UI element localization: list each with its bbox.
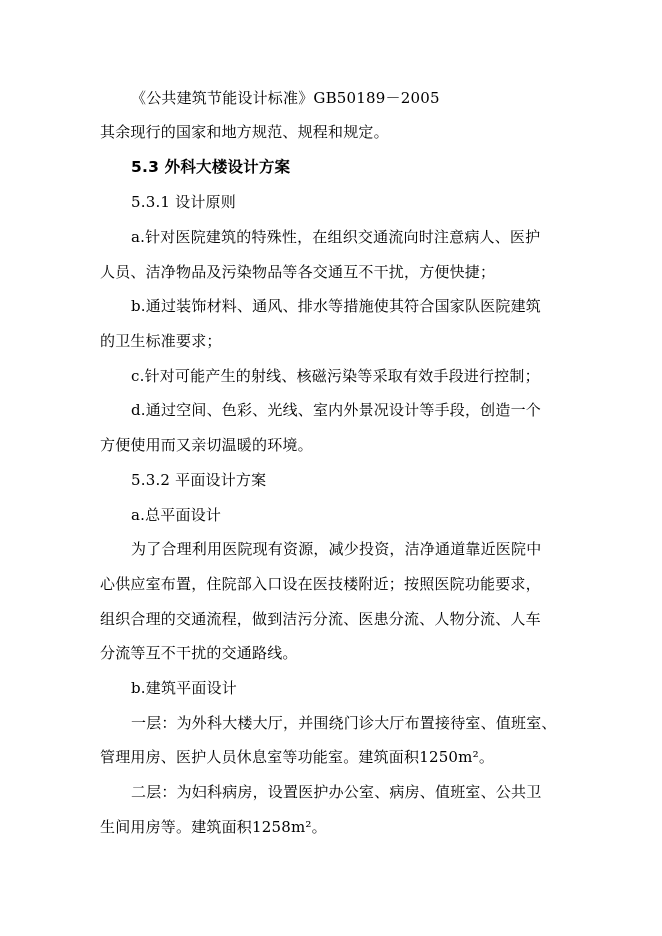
subsection-heading: 5.3.1 设计原则 [131, 193, 236, 211]
item-heading: b.建筑平面设计 [131, 679, 237, 697]
paragraph-line: b.通过装饰材料、通风、排水等措施使其符合国家队医院建筑 [131, 297, 541, 315]
paragraph-line: 分流等互不干扰的交通路线。 [100, 644, 298, 662]
section-heading: 5.3 外科大楼设计方案 [131, 158, 291, 176]
paragraph-line: 二层：为妇科病房，设置医护办公室、病房、值班室、公共卫 [131, 783, 542, 801]
paragraph-line: c.针对可能产生的射线、核磁污染等采取有效手段进行控制； [131, 367, 540, 385]
paragraph-line: 其余现行的国家和地方规范、规程和规定。 [100, 123, 389, 141]
paragraph-line: 组织合理的交通流程，做到洁污分流、医患分流、人物分流、人车 [100, 610, 541, 628]
paragraph-line: 为了合理利用医院现有资源，减少投资，洁净通道靠近医院中 [131, 540, 542, 558]
paragraph-line: 人员、洁净物品及污染物品等各交通互不干扰，方便快捷； [100, 263, 496, 281]
item-heading: a.总平面设计 [131, 506, 222, 524]
paragraph-line: 方便使用而又亲切温暖的环境。 [100, 436, 313, 454]
paragraph-line: 管理用房、医护人员休息室等功能室。建筑面积1250m²。 [100, 748, 495, 766]
paragraph-line: d.通过空间、色彩、光线、室内外景况设计等手段，创造一个 [131, 401, 541, 419]
paragraph-line: 心供应室布置，住院部入口设在医技楼附近；按照医院功能要求， [100, 575, 541, 593]
paragraph-line: a.针对医院建筑的特殊性，在组织交通流向时注意病人、医护 [131, 228, 541, 246]
standard-reference-line: 《公共建筑节能设计标准》GB50189－2005 [131, 89, 440, 107]
paragraph-line: 的卫生标准要求； [100, 332, 222, 350]
subsection-heading: 5.3.2 平面设计方案 [131, 471, 267, 489]
paragraph-line: 生间用房等。建筑面积1258m²。 [100, 818, 327, 836]
paragraph-line: 一层：为外科大楼大厅，并围绕门诊大厅布置接待室、值班室、 [131, 714, 557, 732]
